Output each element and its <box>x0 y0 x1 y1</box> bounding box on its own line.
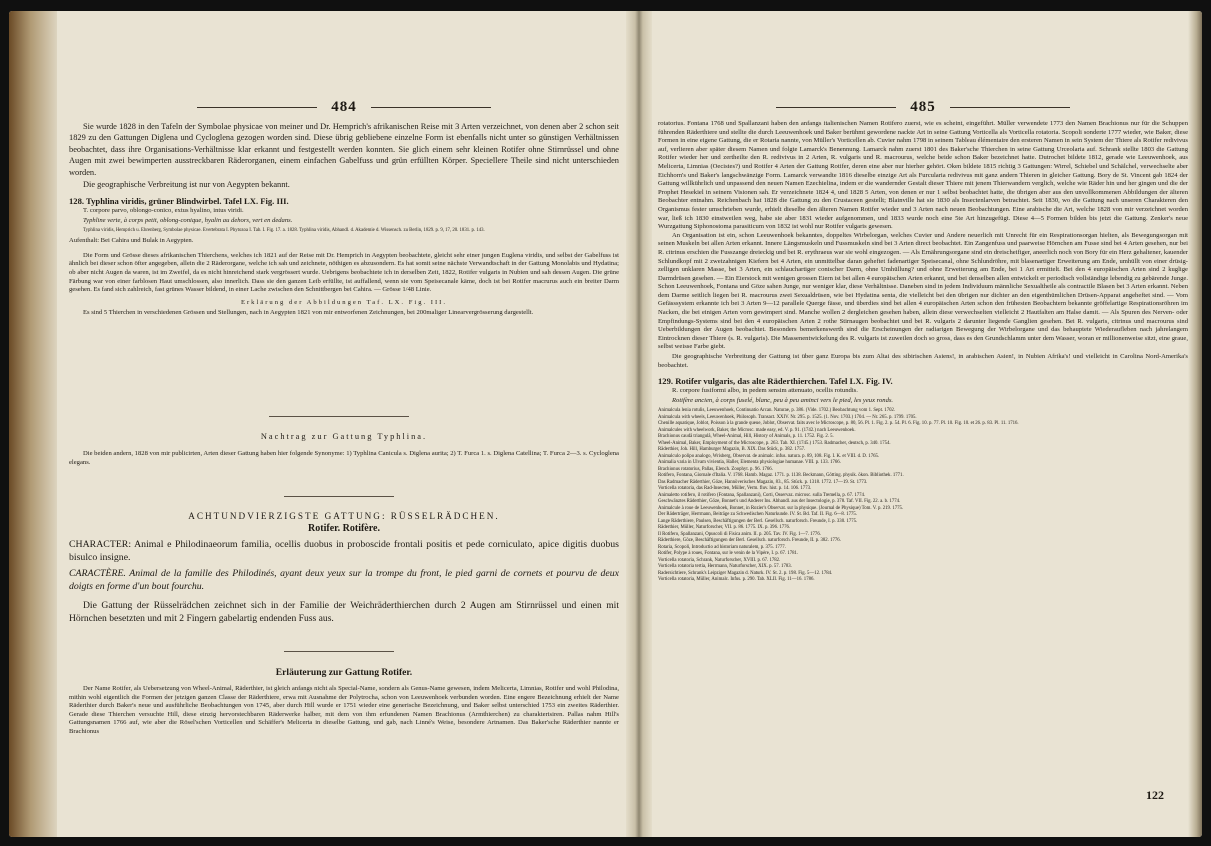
book-edge-left <box>9 11 57 837</box>
synonym-entry: Vorticella rotatoria, Müller, Animalc. Infus. p. 290. Tab. XLII. Fig. 11—16. 1786. <box>658 577 815 583</box>
notes-text: Der Name Rotifer, als Uebersetzung von Wheel-Animal, Räderthier, ist gleich anfangs nicht als Special-Name, sondern als Genus-Name gewesen, indem Melicerta, Limnias, Rotifer und wohl Philodina, mithin wohl eigentlich die Formen der jetzigen ganzen Classe der Räderthiere, erwa mit Ausnahme der Polytrocha, schon von Leeuwenhoek verbunden worden. Eine engere Bezeichnung erhielt der Name Räderthier durch Baker's neue und ausführliche Beobachtungen von 1745, aber durch Hill wurde er 1751 wieder eine generische Bezeichnung, und Baker selbst unterschied 1753 ein zweites Räderthier. Gerade diese Thierchen versuchte Hill, diese einzig hervorstechbaren Räderwerke halber, mit dem von ihm erfundenen Namen Brachionus (Armthierchen) zu charakterisiren. Pallas nahm Hill's Gattungsnamen 1766 auf, wie aber die Rösel'schen Vorticellen und Schäffer's Melicerta in dieselbe Gattung, und gab, nach Linné's Weise, besondere Artnamen. Das Baker'sche Räderthier nannte er Brachionus <box>69 685 619 735</box>
page-number-left: 484 <box>69 99 619 116</box>
synonym-entry: Wheel-Animal, Baker, Employment of the Microscope, p. 263. Tab. XI. (1745.) 1753. Radmacher, deutsch, p. 340. 1754. <box>658 440 891 446</box>
synonym-entry: Der Räderträger, Herrmann, Beiträge zu Schwedischen Naturkunde. IV. St. Bd. Taf. II. Fig. 6—8. 1775. <box>658 512 857 518</box>
section-divider <box>269 416 409 417</box>
french-diagnosis: Typhline verte, à corps petit, oblong-conique, hyalin au dehors, vert en dedans. <box>83 217 293 225</box>
notes-title: Erläuterung zur Gattung Rotifer. <box>275 667 413 678</box>
synonym-entry: Animalcula with wheels, Leeuwenhoek, Philosoph. Transact. XXIV. Nr. 295. p. 1525. (1. Nov. 1703.) 1704. — Nr. 265. p. 1799. 1705. <box>658 414 917 420</box>
right-page-body <box>658 120 1188 584</box>
intro-paragraph: Sie wurde 1828 in den Tafeln der Symbolae physicae von meiner und Dr. Hemprich's afrikanischen Reise mit 3 Arten verzeichnet, von denen aber 2 schon seit 1829 zu den Gattungen Diglena und Cycloglena gezogen worden sind. Diese übrig gebliebene einzelne Form ist ebenfalls nicht unter so günstigen Verhältnissen beobachtet, dass ihre Organisations-Verhältnisse klar erkannt und festgestellt werden konnten. Sie glich einem sehr kleinen Rotifer ohne Stirnrüssel und ohne Augen mit zwei bewimperten ausstreckbaren Räderorganen, einem einfachen Gabelfuss und grün erfüllten Körper. Speciellere Theile sind nicht unterschieden worden. <box>69 122 619 177</box>
left-page <box>69 11 619 837</box>
page-number-right: 485 <box>658 99 1188 116</box>
plate-explanation-text: Es sind 5 Thierchen in verschiedenen Grössen und Stellungen, nach in Aegypten 1821 von mir entworfenen Zeichnungen, bei 200maliger Linearvergrösserung dargestellt. <box>83 309 534 317</box>
latin-diagnosis: T. corpore parvo, oblongo-conico, extus hyalino, intus viridi. <box>83 207 244 215</box>
latin-diagnosis: R. corpore fusiformi albo, in pedem sensim attenuato, ocellis rotundis. <box>672 387 858 395</box>
supplement-section <box>69 431 619 468</box>
synonym-entry: Räderthier, Müller, Naturforscher, VII. p. 86. 1775. IX. p. 396. 1776. <box>658 525 791 531</box>
synonym-entry: Vorticella rotatoria, Schrank, Naturforscher, XVIII. p. 67. 1782. <box>658 557 781 563</box>
synonym-entry: Räderthier, Joh. Hill, Hamburger Magazin, B. XIX. Das Stück, p. 382. 1757. <box>658 447 806 453</box>
character-french: CARACTÈRE. Animal de la famille des Philodinés, ayant deux yeux sur la trompe du front, le pied garni de cornets et pourvu de deux doigts en forme d'un bout fourchu. <box>69 568 619 592</box>
organisation-paragraph: An Organisation ist ein, schon Leeuwenhoek bekanntes, doppeltes Wirbelorgan, welches Cuvier und Andere neuerlich mit Unrecht für ein Respirationsorgan hielten, als Bewegungsorgan mit seinen Muskeln bei allen Arten erkannt. Innere Längsmuskeln und Fussmuskeln sind bei 3 Arten direct beobachtet. Ein Zangenfuss und paarweise Hörnchen am Fusse sind bei 4 Arten gesehen, nur bei R. citrinus erschien die Fusszange dreieckig und bei R. erythraeus war sie wohl eingezogen. — Als Ernährungsorgane sind ein dreischeifiger, aneerlich noch von Bory für ein Herz gehaltener, kauender Schlundkopf mit 2 zweizahnigen Kiefern bei 4 Arten, ein unmittelbar daran geheftet fadenartiger Speisecanal, ohne Schlundröhre, mit blasenartiger Erweiterung am Ende, umhüllt von einer drüsig-zelligen unklaren Masse, bei 3 Arten, ein schlauchartiger conischer Darm, ohne Umhüllung? und ohne Erweiterung am Ende, bei 1 Art ermittelt. Bei den 4 europäischen Arten sind 2 kuglige Darmdrüsen gesehen. — Ein Eierstock mit wenigen grossen Eiern ist bei allen 4 europäischen Arten erkannt, und bei denselben allen entwickelt er periodisch vollständige lebendig zu gebärende Junge. Schon Leeuwenhoek, Fontana und Göze sahen Junge, nur weniger klar, diese Verhältnisse. Daneben sind in jedem Individuum männliche Sexualtheile als contractile Blasen bei 3 Arten erkannt. Neben dem Darme seitlich liegen bei R. macrourus zwei Sexualdrüsen, wie bei Hydatina senta, die vielleicht bei den übrigen nur dichter an den eigenthümlichen Drüsen-Apparat angeheftet sind. — Vom Gefässsystem erkannte ich bei 3 Arten 9—12 parallele Querge fässe, und überdies sind bei allen 4 europäischen Arten schon den frühesten Beobachtern bekannte gröffelartige Respirationsröhren im Nacken, die bei einigen Arten vorn gewimpert sind. Manche wollen 2 dergleichen gesehen haben, allein diese verwechselten vielleicht 2 Hautfalten am Halse damit. — Als Spuren des Nerven- oder Empfindungs-Systems sind bei den 4 europäischen Arten 2 rothe Stirnaugen beobachtet und bei R. vulgaris 2 darunter liegende Ganglien gesehen. Bei R. vulgaris, citrinus und macrourus sind Ueberbildungen der Augen beobachtet. Besonders bemerkenswerth sind die Erscheinungen der radiarigen Bewegung der Wirbelorgane und das behauptete Wiederaufleben nach jahrelangem Eintrocknen dieser Thiere (s. R. vulgaris). Die Massenentwickelung des R. vulgaris ist zuweilen doch so gross, dass es den Grundschlamm unter dem Wasser, woran er millionenweise sitzt, eine graue, selbst weisse Farbe giebt. <box>658 231 1188 351</box>
synonym-entry: Animalcula lenia rotulis, Leeuwenhoek, Continuatio Arcan. Naturae, p. 386. (Vide. 1702.) Beobachtung vom 1. Sept. 1702. <box>658 408 896 414</box>
section-divider <box>284 496 394 497</box>
signature-mark: 122 <box>1146 788 1164 802</box>
distribution-text: Die geographische Verbreitung der Gattung ist über ganz Europa bis zum Altai des sibirischen Asiens!, in arabischen Asien!, in Nubien Afrika's! und vielleicht in Carolina Nord-Amerika's beobachtet. <box>658 353 1188 369</box>
synonym-entry: Animalia varia in Ulvam vivientia, Haller, Elementa physiologiae humanae. VIII. p. 133. 1766. <box>658 460 841 466</box>
synonym-entry: Räderthiere, Göze, Beschäftigungen der Berl. Gesellsch. naturforsch. Freunde, II. p. 382. 1776. <box>658 538 841 544</box>
genus-names: Rotifer. Rotifère. <box>308 523 380 534</box>
synonym-entry: Vorticella rotatoria tertia, Herrmann, Naturforscher, XIX. p. 57. 1783. <box>658 564 792 570</box>
genus-notes-section <box>69 667 619 737</box>
synonym-entry: Lange Räderthiere, Paulsen, Beschäftigungen der Berl. Gesellsch. naturforsch. Freunde, I. p. 330. 1775. <box>658 518 858 524</box>
synonym-entry: Chenille aquatique, Joblot, Poisson à la grande queue, Joblot, Observat. faits avec le Microscope, p. 80, 56. Pl. 1. Fig. 2. p. 54. Pl. 6. Fig. 10. p. 77. Pl. 10. Fig. 10. et 26. p. 83. Pl. 11. 1716. <box>658 421 1019 427</box>
book-gutter <box>626 11 652 837</box>
species-references: Typhlina viridis, Hemprich u. Ehrenberg, Symbolae physicae. Evertebrata I. Phytozoa I. Tab. I. Fig. 17. a. 1828. Typhlina viridis, Abhandl. d. Akademie d. Wissensch. zu Berlin, 1829. p. 9, 17, 20. 1831. p. 143. <box>83 227 485 233</box>
habitat-text: Aufenthalt: Bei Cahira und Bulak in Aegypten. <box>69 237 194 245</box>
french-diagnosis: Rotifère ancien, à corps fuselé, blanc, peu à peu aminci vers le pied, les yeux ronds. <box>672 396 894 404</box>
genus-section <box>69 511 619 625</box>
synonym-entry: Geschwänztes Räderthier, Göze, Bonnet's und Anderer Ins. Abhandl. aus der Insectologie, p. 378. Taf. VII. Fig. 22. a. b. 1774. <box>658 499 901 505</box>
synonym-entry: Vorticella rotatoria, das Rad-Insecten, Müller, Verm. fluv. hist. p. 14. 106. 1773. <box>658 486 812 492</box>
synonym-entry: Animalcule à roue de Leeuwenhoek, Bonnet, in Rozier's Observat. sur la physique. (Journal de Physique) Tom. V. p. 219. 1775. <box>658 505 904 511</box>
species-heading: 128. Typhlina viridis, grüner Blindwirbel. Tafel LX. Fig. III. <box>69 196 289 207</box>
character-latin: CHARACTER: Animal e Philodinaeorum familia, ocellis duobus in proboscide frontali positis et pede corniculato, apice digitis duobus bisulco insigne. <box>69 539 619 563</box>
synonym-entry: Brachionus caudâ triangulâ, Wheel-Animal, Hill, History of Animals, p. 11. 1752. Fig. 2. 5. <box>658 434 834 440</box>
supplement-title: Nachtrag zur Gattung Typhlina. <box>260 432 428 441</box>
left-page-body <box>69 121 619 318</box>
synonym-entry: Das Radmacher Räderthier, Göze, Hannöverisches Magazin, 83., 85. Stück. p. 1318. 1772. 17—19. St. 1773. <box>658 479 868 485</box>
plate-explanation-title: Erklärung der Abbildungen Taf. LX. Fig. III. <box>240 298 448 306</box>
synonym-entry: Il Rotifero, Spallanzani, Opuscoli di Fisica anim. II. p. 205. Tav. IV. Fig. 1—7. 1776. <box>658 531 821 537</box>
synonym-entry: Radersichtiere, Schrank's Leipziger Magazin d. Naturk. IV. St. 2. p. 198. Fig. 5—12. 1784. <box>658 570 833 576</box>
section-divider <box>284 651 394 652</box>
right-page <box>658 11 1188 837</box>
synonym-entry: Rotifer, Polype à roues, Fontana, sur le venin de la Vipère, I. p. 67. 1781. <box>658 551 799 557</box>
genus-title: ACHTUNDVIERZIGSTE GATTUNG: RÜSSELRÄDCHEN. <box>188 511 500 521</box>
supplement-text: Die beiden andern, 1828 von mir publicirten, Arten dieser Gattung haben hier folgende Synonyme: 1) Typhlina Canicula s. Diglena aurita; 2) T. Furca 1. s. Diglena Catellina; T. Furca 2—3. s. Cycloglena elegans. <box>69 450 619 466</box>
distribution-text: Die geographische Verbreitung ist nur von Aegypten bekannt. <box>83 180 290 190</box>
book-edge-right <box>1188 11 1202 837</box>
synonym-entry: Animaletto rotifero, il rotifero (Fontana, Spallanzani), Corti, Osservaz. microsc. sulla Tremella, p. 67. 1774. <box>658 492 866 498</box>
genus-summary: Die Gattung der Rüsselrädchen zeichnet sich in der Familie der Weichräderthierchen durch 2 Augen am Stirnrüssel und einen mit Hörnchen besetzten und mit 2 Fingern gabelartig endenden Fuss aus. <box>69 600 619 624</box>
synonym-entry: Rotifero, Fontana, Giornale d'Italia. V. 1768. Hamb. Magaz. 1771. p. 1138. Beckmann, Götting. physik. ökon. Bibliothek. 1771. <box>658 473 904 479</box>
synonym-entry: Brachionus rotatorius, Pallas, Elench. Zoophyt. p. 96. 1766. <box>658 466 773 472</box>
synonymy-list <box>658 408 1188 584</box>
synonym-entry: Rotaria, Scopoli, Introductio ad historiam naturalem, p. 375. 1777. <box>658 544 786 550</box>
history-continuation: rotatorius. Fontana 1768 und Spallanzani haben den anfangs italienischen Namen Rotifero zuerst, wie es scheint, eingeführt. Müller verwendete 1773 den Namen Brachionus nur für die Schuppen führenden Räderthiere und stellte die durch Leeuwenhoek und Baker berühmt gewordene nackte Art in seine Gattung Vorticella als Vorticella rotatoria. Scopoli sonderte 1777 wieder, wie Baker, diese Formen in eine eigene Gattung, die er Rotaria nannte, von Müller's Vorticellen ab. Cuvier nahm 1798 in seinem Tableau élémentaire den ersteren Namen in sein System der Thiere als Rotifer redivivus auf, verlieren aber später diesem Namen und folgte Lamarck's Benennung. Lamarck nahm zuerst 1801 des Baker'sche Thierchen in seine Gattung Urceolaria auf. Schrank stellte 1803 die Gattung Rotifer wieder her und zertheilte den R. redivivus in 2 Arten, R. vulgaris und R. macrourus, welche beide schon Baker bezeichnet hatte. Dutrochet bildete 1812, gerade wie Leeuwenhoek, aus Melicerta, Limnias (Oecistes?) und Rotifer 4 Arten der Gattung Rotifer, deren eine aber nur hierher gehört. Oken bildete 1815 richtig 3 Gattungen: Wirrel, Schiebel und Schälchel, verwechselte aber Eichhorn's und Baker's langschwänzige Form. Lamarck verwandte 1816 dieselbe einzige Art als Furcularia redivivus mit ganz andern Thieren in gleicher Gattung. Bory de St. Vincent gab 1824 der Gattung willkührlich und unpassend den neuen Namen Ezechielina, indem er die wandernder Gestalt dieser Thiere mit jenem Thierwandern verglich, welche wie Räder hin und her gingen und die der Prophet Hesekiel in seinem Visionen sah. Er verzeichnete 1824 4, und 1828 5 Arten, von denen er nur 1 selbst beobachtet hatte, die übrigen aber aus den unvollkommenen Abbildungen der älteren Beobachter entnahm. Reichenbach hat 1828 die Gattung zu den Crustaceen gestellt; Blainville hat sie 1830 als Insectenlarven betrachtet. Seit 1830, wo die Gattung nach unseren Charakteren den Organismus fester umschrieben wurde, erhielt dieselbe den älteren Namen Rotifer wieder und 3 Arten nach neuen Beobachtungen. Eine arabische die Art, welche 1828 von mir verzeichnet worden war, ließ ich 1830 einstweilen weg, habe sie aber 1831 wieder aufgenommen, und 1833 wurde noch eine 5te Art hinzugefügt. Diese 4—5 Formen bilden bis jetzt die Gattung. Zenker's neue Wurzgattung Siphonostoma parasiticum von 1832 ist wohl nur Rotifer vulgaris gewesen. <box>658 120 1188 231</box>
description-paragraph: Die Form und Grösse dieses afrikanischen Thierchens, welches ich 1821 auf der Reise mit Dr. Hemprich in Aegypten beobachtete, gleicht sehr einer jungen Euglena viridis, und selbst der Gabelfuss ist ähnlich bei dieser schon öfter angegeben, allein die 2 Räderorgane, welche ich sah und zeichnete, nöthigen es abzusondern. Es hat somit seine nächste Verwandtschaft in der Gattung Monolabis und Hydatina; ob aber nicht Augen da waren, ist im Zweifel, da es nicht hinreichend stark vergrössert wurde. Uebrigens beobachtete ich in derselben Zeit, 1822, Rotifer vulgaris in Nubien und sah dessen Augen. Die grüne Färbung war von einer farblosen Haut umschlossen, also innerlich. Dass sie den ganzen Leib erfüllte, ist auffallend, wenn sie vom Speisecanale käme, doch ist bei Rotifer macrurus auch ein breiter Darm gesehen. Es fand sich zahlreich, fast grünes Wasser bildend, in einer Lache zwischen den Schnittbergen bei Cahira. — Grösse 1/48 Linie. <box>69 251 619 294</box>
synonym-entry: Animalcules with wheelwork, Baker, the Microsc. made easy, ed. V. p. 91. (1742.) nach Leeuwenhoek. <box>658 427 856 433</box>
synonym-entry: Animalculo polipo analogo, Wrisberg, Observat. de animalc. infus. natura. p. 89, 108. Fig. I. K. et VIII. d. D. 1765. <box>658 453 880 459</box>
book-spread <box>9 11 1202 837</box>
species-heading: 129. Rotifer vulgaris, das alte Räderthierchen. Tafel LX. Fig. IV. <box>658 376 893 387</box>
